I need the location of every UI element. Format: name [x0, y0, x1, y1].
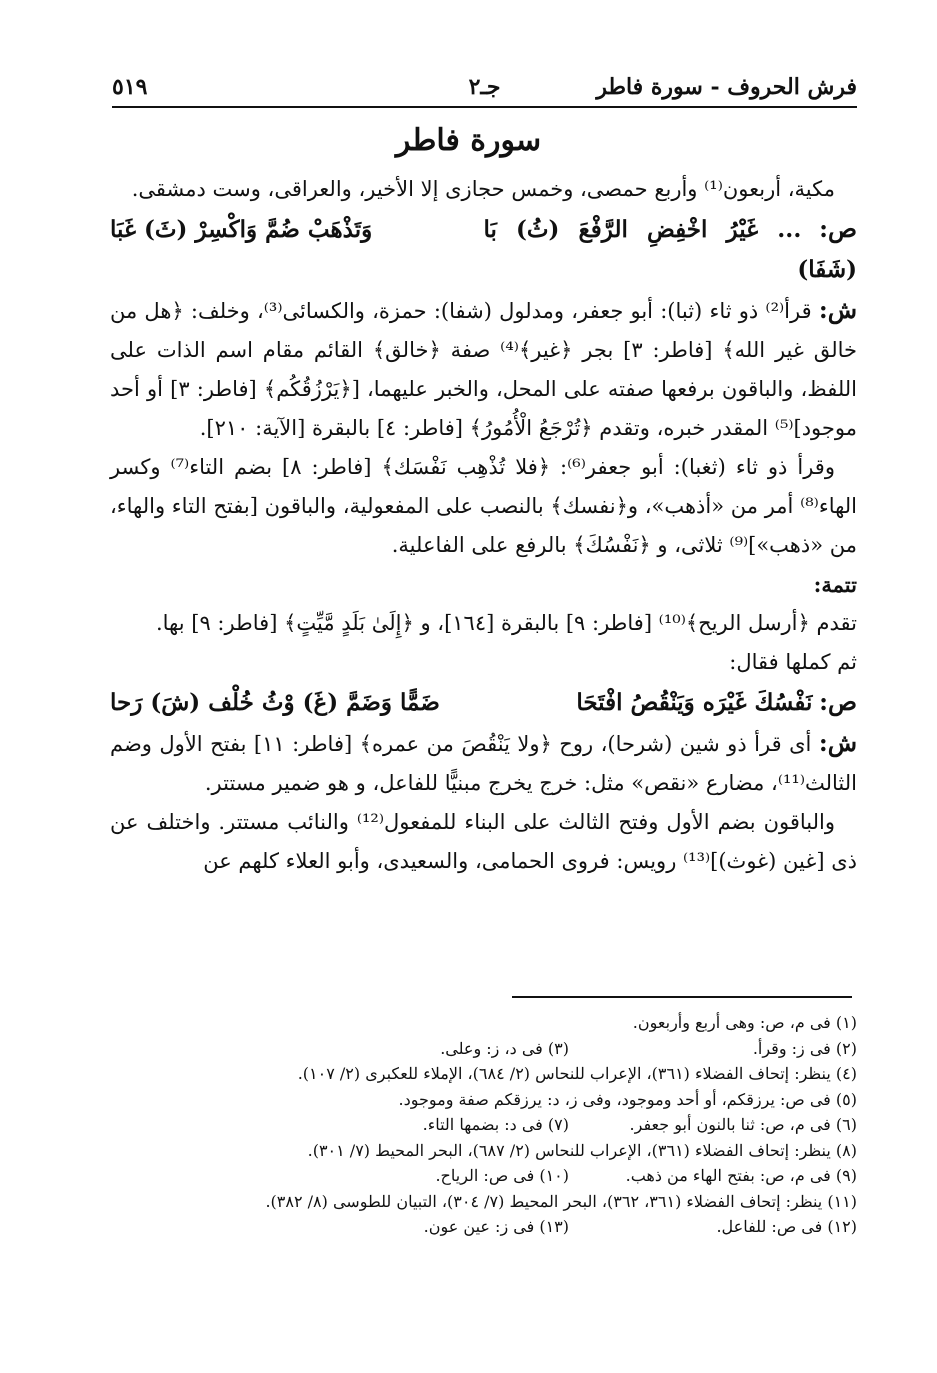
footnote: (٣) فى د، ز: وعلى. [440, 1038, 569, 1058]
verse-hemistich-right: نَفْسُكَ غَيْرَه وَيَنْقُصُ افْتَحَا [576, 689, 813, 716]
footnote-separator [512, 996, 852, 998]
page-number: ٥١٩ [112, 74, 148, 100]
sharh-paragraph [110, 290, 857, 448]
footnote: (١) فى م، ص: وهى أربع وأربعون. [632, 1013, 857, 1032]
footnote: (٤) ينظر: إتحاف الفضلاء (٣٦١)، الإعراب للنحاس (٢/ ٦٨٤)، الإملاء للعكبرى (٢/ ١٠٧). [297, 1064, 857, 1083]
sharh-label: ش: [818, 295, 857, 324]
surah-title: سورة فاطر [395, 123, 542, 158]
footnote-row [112, 1061, 857, 1087]
header-volume: جـ٢ [468, 74, 501, 100]
verse-label: ص: [819, 214, 857, 243]
sharh-paragraph: والباقون بضم الأول وفتح الثالث على البناء للمفعول⁽¹²⁾ والنائب مستتر. واختلف عن ذى [غين (غوث)]⁽¹³⁾ رويس: فروى الحمامى، والسعيدى، وأبو العلاء كلهم عن [110, 810, 857, 873]
footnote-row [112, 1010, 857, 1036]
sharh-text: أى قرأ ذو شين (شرحا)، روح ﴿ولا يَنْقُصَ من عمره﴾ [فاطر: ١١] بفتح الأول وضم الثالث⁽¹¹⁾، مضارع «نقص» مثل: خرج يخرج مبنيًّا للفاعل، و هو ضمير مستتر. [110, 732, 857, 795]
footnote-row [112, 1189, 857, 1215]
footnote-row [112, 1112, 857, 1138]
footnote-row [112, 1138, 857, 1164]
footnote: (١٣) فى ز: عين عون. [423, 1217, 569, 1236]
continuation-text: ثم كملها فقال: [729, 650, 857, 674]
header-rule [112, 106, 857, 108]
footnote-row [112, 1087, 857, 1113]
intro-paragraph: مكية، أربعون⁽¹⁾ وأربع حمصى، وخمس حجازى إلا الأخير، والعراقى، وست دمشقى. [131, 177, 835, 201]
footnote: (٦) فى م، ص: ثنا بالنون أبو جعفر. [629, 1115, 857, 1134]
footnote-row [112, 1036, 857, 1062]
verse-line-1 [110, 209, 857, 290]
verse-hemistich-right: ... غَيْرُ اخْفِضِ الرَّفْعَ (ثُ) بَا (شَفَا) [483, 216, 857, 283]
footnote-row [112, 1163, 857, 1189]
verse-label: ص: [819, 687, 857, 716]
header-title: فرش الحروف - سورة فاطر [596, 74, 857, 100]
footnote: (١١) ينظر: إتحاف الفضلاء (٣٦١، ٣٦٢)، البحر المحيط (٧/ ٣٠٤)، التبيان للطوسى (٨/ ٣٨٢). [265, 1191, 857, 1211]
sharh-label: ش: [818, 728, 857, 757]
verse-line-2 [110, 682, 857, 723]
running-header [112, 62, 857, 106]
body-text [110, 170, 857, 881]
verse-hemistich-left: ضَمًّا وَضَمَّ (غَ) وْثُ خُلْف (شَ) رَحا [110, 689, 440, 716]
footnote-row [112, 1214, 857, 1240]
footnote: (٩) فى م، ص: بفتح الهاء من ذهب. [625, 1166, 857, 1185]
tatimma-text: تقدم ﴿أرسل الريح﴾⁽¹⁰⁾ [فاطر: ٩] بالبقرة [١٦٤]، و ﴿إِلَىٰ بَلَدٍ مَّيِّتٍ﴾ [فاطر: ٩] بها. [155, 611, 857, 635]
sharh-paragraph: وقرأ ذو ثاء (ثغبا): أبو جعفر⁽⁶⁾: ﴿فلا تُذْهِب نَفْسَك﴾ [فاطر: ٨] بضم التاء⁽⁷⁾ وكسر الهاء⁽⁸⁾ أمر من «أذهب»، و﴿نفسك﴾ بالنصب على المفعولية، والباقون [بفتح التاء والهاء، من «ذهب»]⁽⁹⁾ ثلاثى، و ﴿نَفْسُكَ﴾ بالرفع على الفاعلية. [110, 455, 857, 557]
sharh-paragraph [110, 723, 857, 803]
footnote: (٧) فى د: بضمها التاء. [422, 1115, 569, 1134]
verse-hemistich-left: وَتَذْهَبْ ضُمَّ وَاكْسِرْ (ثَ) غَبَا [110, 216, 373, 243]
footnote: (٨) ينظر: إتحاف الفضلاء (٣٦١)، الإعراب للنحاس (٢/ ٦٨٧)، البحر المحيط (٧/ ٣٠١). [307, 1140, 857, 1160]
footnote: (٢) فى ز: وقرأ. [752, 1038, 857, 1058]
tatimma-heading: تتمة: [813, 572, 857, 597]
footnote: (١٠) فى ص: الرياح. [435, 1166, 569, 1185]
footnote: (١٢) فى ص: للفاعل. [716, 1217, 857, 1236]
footnotes [112, 1010, 857, 1240]
sharh-text: قرأ⁽²⁾ ذو ثاء (ثبا): أبو جعفر، ومدلول (شفا): حمزة، والكسائى⁽³⁾، وخلف: ﴿هل من خالق غير الله﴾ [فاطر: ٣] بجر ﴿غير﴾⁽⁴⁾ صفة ﴿خالق﴾ القائم مقام اسم الذات على اللفظ، والباقون برفعها صفته على المحل، والخبر عليهما، [﴿يَرْزُقُكُم﴾ [فاطر: ٣] أو أحد موجود]⁽⁵⁾ المقدر خبره، وتقدم ﴿تُرْجَعُ الْأُمُورُ﴾ [فاطر: ٤] بالبقرة [الآية: ٢١٠]. [110, 299, 857, 440]
footnote: (٥) فى ص: يرزقكم، أو أحد وموجود، وفى ز، د: يرزقكم صفة وموجود. [398, 1089, 857, 1109]
